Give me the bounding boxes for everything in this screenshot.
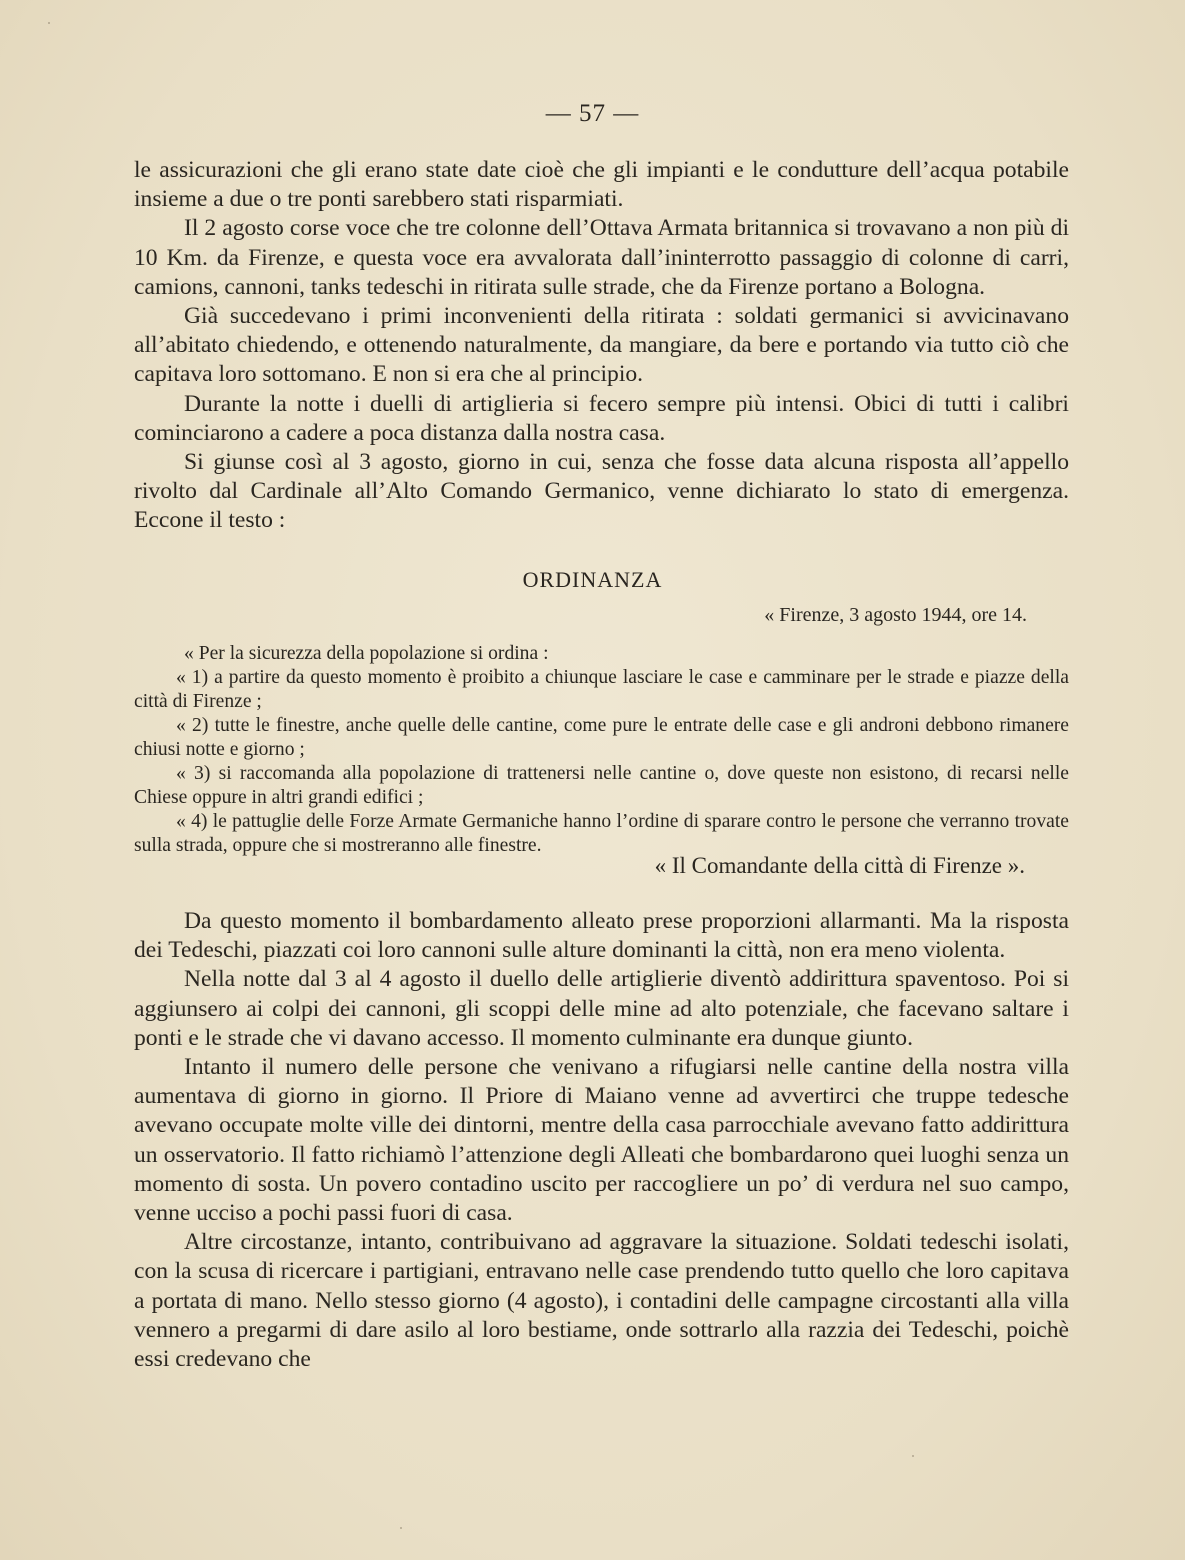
- paragraph: Si giunse così al 3 agosto, giorno in cui, senza che fosse data alcuna risposta all’appello rivolto dal Cardinale all’Alto Comando Germanico, venne dichiarato lo stato di emergenza. Eccone il testo :: [134, 449, 1069, 534]
- paper-speck: [400, 1527, 402, 1529]
- paragraph: Nella notte dal 3 al 4 agosto il duello delle artiglierie diventò addirittura spaventoso. Poi si aggiunsero ai colpi dei cannoni, gli scoppi delle mine ad alto potenziale, che facevano saltare i ponti e le strade che vi davano accesso. Il momento culminante era dunque giunto.: [134, 966, 1069, 1051]
- paragraph: Il 2 agosto corse voce che tre colonne dell’Ottava Armata britannica si trovavano a non più di 10 Km. da Firenze, e questa voce era avvalorata dall’ininterrotto passaggio di colonne di carri, camions, cannoni, tanks tedeschi in ritirata sulle strade, che da Firenze portano a Bologna.: [134, 215, 1069, 300]
- paragraph: le assicurazioni che gli erano state date cioè che gli impianti e le condutture dell’acqua potabile insieme a due o tre ponti sarebbero stati risparmiati.: [134, 157, 1069, 213]
- ordinance-item: « 1) a partire da questo momento è proibito a chiunque lasciare le case e camminare per le strade e piazze della città di Firenze ;: [134, 667, 1069, 712]
- page-number: — 57 —: [545, 100, 640, 127]
- ordinance-title: ORDINANZA: [522, 567, 663, 592]
- paragraph: Intanto il numero delle persone che venivano a rifugiarsi nelle cantine della nostra villa aumentava di giorno in giorno. Il Priore di Maiano venne ad avvertirci che truppe tedesche avevano occupate molte ville dei dintorni, mentre della casa parrocchiale avevano fatto addirittura un osservatorio. Il fatto richiamò l’attenzione degli Alleati che bombardarono quei luoghi senza un momento di sosta. Un povero contadino uscito per raccogliere un po’ di verdura nel suo campo, venne ucciso a pochi passi fuori di casa.: [134, 1054, 1069, 1227]
- paragraph: Durante la notte i duelli di artiglieria si fecero sempre più intensi. Obici di tutti i calibri cominciarono a cadere a poca distanza dalla nostra casa.: [134, 390, 1069, 446]
- paper-speck: [912, 1455, 914, 1457]
- ordinance-dateline: « Firenze, 3 agosto 1944, ore 14.: [764, 604, 1027, 626]
- ordinance-item: « 3) si raccomanda alla popolazione di trattenersi nelle cantine o, dove queste non esistono, di recarsi nelle Chiese oppure in altri grandi edifici ;: [134, 763, 1069, 808]
- ordinance-item: « 4) le pattuglie delle Forze Armate Germaniche hanno l’ordine di sparare contro le persone che verranno trovate sulla strada, oppure che si mostreranno alle finestre.: [134, 811, 1069, 856]
- ordinance-signature: « Il Comandante della città di Firenze ».: [654, 853, 1025, 878]
- paragraph: Da questo momento il bombardamento alleato prese proporzioni allarmanti. Ma la risposta dei Tedeschi, piazzati coi loro cannoni sulle alture dominanti la città, non era meno violenta.: [134, 908, 1069, 964]
- ordinance-item: « 2) tutte le finestre, anche quelle delle cantine, come pure le entrate delle case e gli androni debbono rimanere chiusi notte e giorno ;: [134, 715, 1069, 760]
- paragraph: Già succedevano i primi inconvenienti della ritirata : soldati germanici si avvicinavano all’abitato chiedendo, e ottenendo naturalmente, da mangiare, da bere e portando via tutto ciò che capitava loro sottomano. E non si era che al principio.: [134, 303, 1069, 388]
- body-text-top: [134, 156, 1069, 536]
- paragraph: Altre circostanze, intanto, contribuivano ad aggravare la situazione. Soldati tedeschi isolati, con la scusa di ricercare i partigiani, entravano nelle case prendendo tutto quello che loro capitava a portata di mano. Nello stesso giorno (4 agosto), i contadini delle campagne circostanti alla villa vennero a pregarmi di dare asilo al loro bestiame, onde sottrarlo alla razzia dei Tedeschi, poichè essi credevano che: [134, 1229, 1069, 1373]
- ordinance-intro: « Per la sicurezza della popolazione si ordina :: [184, 643, 549, 664]
- body-text-bottom: [134, 907, 1069, 1374]
- ordinance-body: [134, 642, 1069, 858]
- paper-speck: [48, 22, 50, 24]
